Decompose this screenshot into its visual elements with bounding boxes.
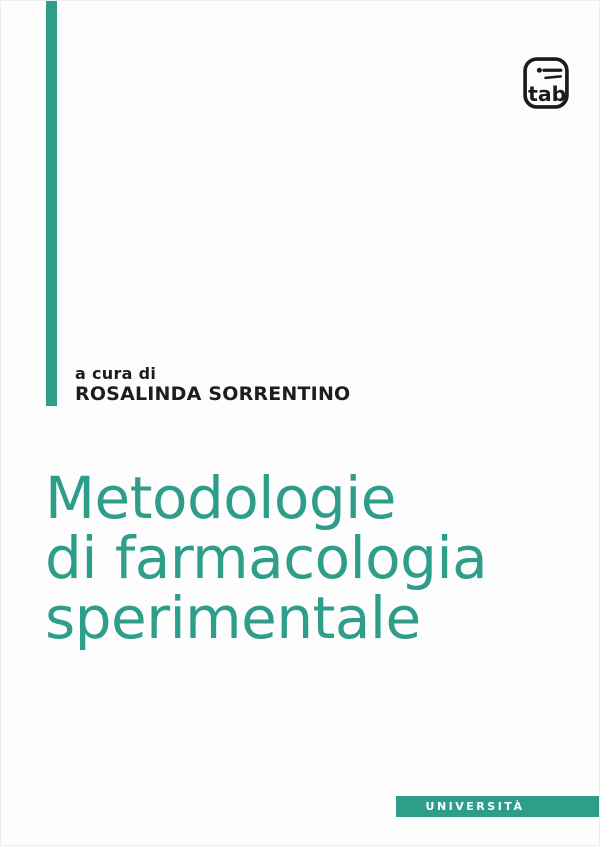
logo-tab-key-lower-line: [545, 76, 560, 78]
title-line-1: Metodologie: [45, 464, 396, 532]
edited-by-prefix: a cura di: [75, 364, 157, 383]
spine-accent-bar: [46, 1, 57, 406]
book-title: [45, 464, 488, 652]
title-line-2: di farmacologia: [45, 524, 488, 592]
tab-publisher-logo-icon: [523, 57, 569, 109]
logo-tab-key-dot: [537, 68, 542, 73]
logo-wordmark: tab: [528, 81, 567, 106]
author-name: ROSALINDA SORRENTINO: [75, 383, 351, 405]
title-line-3: sperimentale: [45, 584, 421, 652]
series-badge: [396, 796, 599, 817]
series-badge-label: UNIVERSITÀ: [425, 800, 525, 813]
author-block: [75, 365, 350, 405]
